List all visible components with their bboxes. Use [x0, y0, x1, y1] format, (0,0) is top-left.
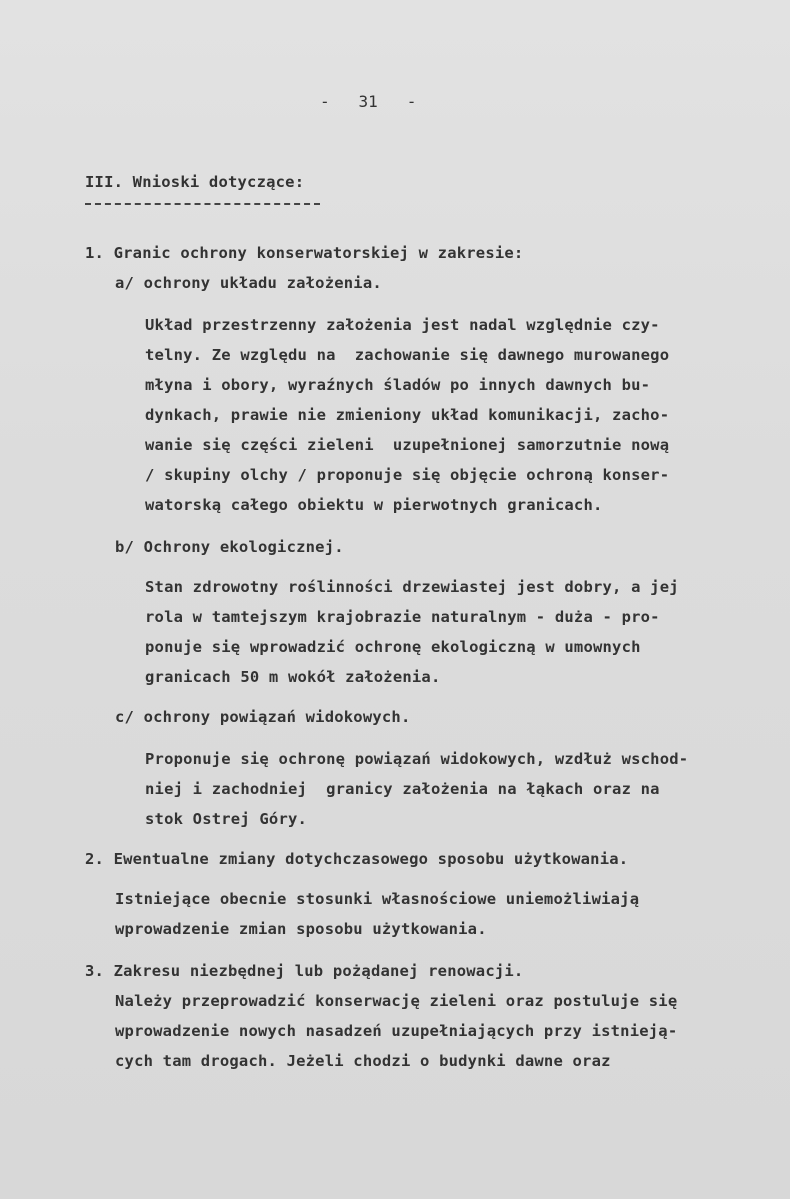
- text-line: młyna i obory, wyraźnych śladów po innych dawnych bu-: [145, 376, 651, 394]
- text-line: stok Ostrej Góry.: [145, 810, 308, 828]
- text-line: Układ przestrzenny założenia jest nadal względnie czy-: [145, 316, 660, 334]
- text-line: wprowadzenie zmian sposobu użytkowania.: [115, 920, 487, 938]
- text-line: ponuje się wprowadzić ochronę ekologiczną w umownych: [145, 638, 641, 656]
- text-line: c/ ochrony powiązań widokowych.: [115, 708, 411, 726]
- text-line: telny. Ze względu na zachowanie się dawnego murowanego: [145, 346, 670, 364]
- text-line: dynkach, prawie nie zmieniony układ komunikacji, zacho-: [145, 406, 670, 424]
- text-line: 1. Granic ochrony konserwatorskiej w zakresie:: [85, 244, 524, 262]
- text-line: a/ ochrony układu założenia.: [115, 274, 382, 292]
- text-line: Proponuje się ochronę powiązań widokowych, wzdłuż wschod-: [145, 750, 689, 768]
- text-line: granicach 50 m wokół założenia.: [145, 668, 441, 686]
- text-line: Należy przeprowadzić konserwację zieleni oraz postuluje się: [115, 992, 678, 1010]
- text-line: rola w tamtejszym krajobrazie naturalnym - duża - pro-: [145, 608, 660, 626]
- text-line: b/ Ochrony ekologicznej.: [115, 538, 344, 556]
- page-number: - 31 -: [320, 92, 417, 111]
- section-heading: III. Wnioski dotyczące:: [85, 173, 305, 191]
- text-line: watorską całego obiektu w pierwotnych granicach.: [145, 496, 603, 514]
- text-line: wanie się części zieleni uzupełnionej samorzutnie nową: [145, 436, 670, 454]
- text-line: 2. Ewentualne zmiany dotychczasowego sposobu użytkowania.: [85, 850, 629, 868]
- text-line: 3. Zakresu niezbędnej lub pożądanej renowacji.: [85, 962, 524, 980]
- text-line: cych tam drogach. Jeżeli chodzi o budynki dawne oraz: [115, 1052, 611, 1070]
- text-line: niej i zachodniej granicy założenia na łąkach oraz na: [145, 780, 660, 798]
- text-line: Stan zdrowotny roślinności drzewiastej jest dobry, a jej: [145, 578, 679, 596]
- text-line: wprowadzenie nowych nasadzeń uzupełniających przy istnieją-: [115, 1022, 678, 1040]
- text-line: Istniejące obecnie stosunki własnościowe uniemożliwiają: [115, 890, 640, 908]
- text-line: / skupiny olchy / proponuje się objęcie ochroną konser-: [145, 466, 670, 484]
- heading-underline: [85, 203, 320, 205]
